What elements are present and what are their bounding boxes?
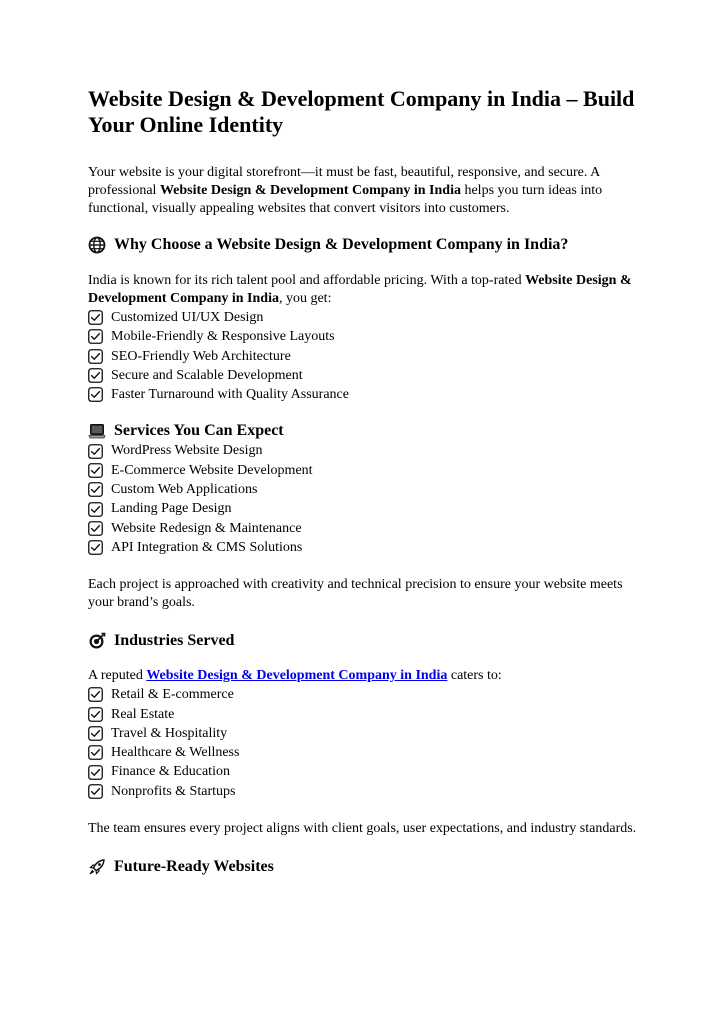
list-item-label: SEO-Friendly Web Architecture <box>111 348 291 364</box>
intro-bold-text: Website Design & Development Company in India <box>159 183 461 198</box>
checkbox-icon <box>88 463 103 478</box>
checkbox-icon <box>88 349 103 364</box>
checkbox-icon <box>88 521 103 536</box>
list-item-label: Mobile-Friendly & Responsive Layouts <box>111 329 335 345</box>
list-item-label: Nonprofits & Startups <box>111 783 236 799</box>
list-item <box>88 519 648 538</box>
why-paragraph <box>88 272 648 308</box>
section-heading-industries-text: Industries Served <box>114 632 235 650</box>
company-link[interactable]: Website Design & Development Company in India <box>146 668 448 684</box>
list-item <box>88 366 648 385</box>
list-item <box>88 538 648 557</box>
section-heading-future-text: Future-Ready Websites <box>114 858 274 876</box>
rocket-icon <box>88 858 106 876</box>
list-item <box>88 743 648 762</box>
list-item-label: WordPress Website Design <box>111 443 263 459</box>
checkbox-icon <box>88 707 103 722</box>
list-item <box>88 782 648 801</box>
checkbox-icon <box>88 387 103 402</box>
intro-text: Your website is your digital storefront—it must be fast, beautiful, responsive, and secure. A professional <box>88 165 600 198</box>
list-item <box>88 461 648 480</box>
industries-text-end: caters to: <box>447 668 502 684</box>
page-title: Website Design & Development Company in India – Build Your Online Identity <box>88 86 635 137</box>
list-item-label: Faster Turnaround with Quality Assurance <box>111 387 349 403</box>
globe-icon <box>88 236 106 254</box>
checkbox-icon <box>88 726 103 741</box>
industries-text: A reputed <box>88 668 147 684</box>
list-item-label: Secure and Scalable Development <box>111 367 303 383</box>
intro-text-end: helps you turn ideas into functional, visually appealing websites that convert visitors into customers. <box>88 183 603 216</box>
list-item <box>88 499 648 518</box>
list-item <box>88 347 648 366</box>
list-item-label: Website Redesign & Maintenance <box>111 520 302 536</box>
why-text-end: , you get: <box>278 291 332 306</box>
checkbox-icon <box>88 368 103 383</box>
checkbox-icon <box>88 444 103 459</box>
why-bold-text: Website Design & Development Company in India <box>88 273 632 306</box>
list-item-label: API Integration & CMS Solutions <box>111 539 303 555</box>
list-item <box>88 762 648 781</box>
list-item-label: Customized UI/UX Design <box>111 310 264 325</box>
list-item <box>88 480 648 499</box>
list-item-label: Finance & Education <box>111 764 230 780</box>
checkbox-icon <box>88 540 103 555</box>
services-closing-paragraph: Each project is approached with creativity and technical precision to ensure your website meets your brand’s goals. <box>88 577 623 611</box>
section-heading-why-text: Why Choose a Website Design & Development Company in India? <box>114 236 569 253</box>
list-item-label: Travel & Hospitality <box>111 725 228 741</box>
why-text: India is known for its rich talent pool and affordable pricing. With a top-rated <box>88 273 526 288</box>
list-item <box>88 724 648 743</box>
checkbox-icon <box>88 784 103 799</box>
laptop-icon <box>88 422 106 440</box>
why-list <box>88 308 648 404</box>
target-icon <box>88 632 106 650</box>
list-item <box>88 385 648 404</box>
checkbox-icon <box>88 482 103 497</box>
list-item <box>88 441 648 460</box>
list-item <box>88 308 648 327</box>
services-list <box>88 441 648 557</box>
section-heading-future <box>88 857 648 877</box>
industries-list <box>88 685 648 801</box>
industries-closing-paragraph: The team ensures every project aligns with client goals, user expectations, and industry standards. <box>88 821 637 837</box>
list-item-label: Retail & E-commerce <box>111 687 234 703</box>
list-item-label: Custom Web Applications <box>111 482 258 498</box>
checkbox-icon <box>88 329 103 344</box>
section-heading-industries <box>88 631 648 651</box>
checkbox-icon <box>88 502 103 517</box>
section-heading-services-text: Services You Can Expect <box>114 422 284 440</box>
list-item-label: Real Estate <box>111 706 175 722</box>
document-content <box>88 86 648 877</box>
checkbox-icon <box>88 765 103 780</box>
list-item <box>88 327 648 346</box>
intro-paragraph <box>88 164 648 218</box>
list-item-label: E-Commerce Website Development <box>111 462 313 478</box>
section-heading-why <box>88 235 648 255</box>
list-item <box>88 705 648 724</box>
list-item-label: Landing Page Design <box>111 501 232 517</box>
checkbox-icon <box>88 310 103 325</box>
list-item-label: Healthcare & Wellness <box>111 745 240 761</box>
checkbox-icon <box>88 687 103 702</box>
section-heading-services <box>88 421 648 441</box>
checkbox-icon <box>88 745 103 760</box>
industries-paragraph <box>88 667 648 685</box>
list-item <box>88 685 648 704</box>
